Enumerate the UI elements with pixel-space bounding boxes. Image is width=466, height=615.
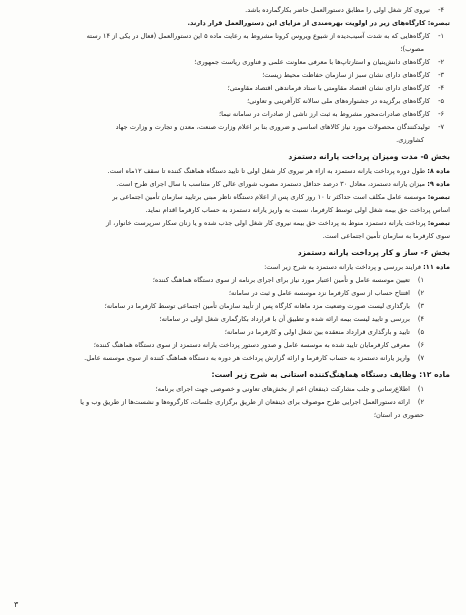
article-label: ماده ۹: [427, 180, 450, 188]
article-label: تبصره: [427, 193, 450, 201]
text-line [12, 287, 450, 300]
line-text: تعیین موسسه عامل و تأمین اعتبار مورد نیاز برای اجرای برنامه از سوی دستگاه هماهنگ کننده؛ [152, 276, 410, 284]
line-text: ارائه دستورالعمل اجرایی طرح موصوف برای ذینفعان از طریق برگزاری جلسات، کارگروه‌ها و نشست‌ها از طریق وب و یا [80, 398, 410, 406]
text-line [12, 396, 450, 409]
item-number: ۱) [417, 276, 424, 284]
line-text: موسسه عامل مکلف است حداکثر تا ۱۰ روز کاری پس از اعلام دستگاه ناظر مبنی برتایید سازمان تأمین اجتماعی بر [112, 193, 428, 201]
text-line [12, 178, 450, 191]
article-label: ماده ۱۱: [423, 263, 450, 271]
text-line [12, 300, 450, 313]
line-text: کارگاه‌های دانش‌بنیان و استارتاپ‌ها با معرفی معاونت علمی و فناوری ریاست جمهوری؛ [194, 58, 430, 66]
section-heading [12, 149, 450, 165]
line-text: مصوب)؛ [400, 45, 424, 53]
line-text: کارگاه‌هایی که به شدت آسیب‌دیده از شیوع ویروس کرونا مشروط به رعایت ماده ۵ این دستورالعمل (فعال در یکی از ۱۴ رسته [86, 32, 430, 40]
item-number: ۶- [438, 110, 444, 118]
line-text: کارگاه‌های زیر در اولویت بهره‌مندی از مزایای این دستورالعمل قرار دارند. [187, 19, 428, 27]
item-number: ۵- [438, 97, 444, 105]
line-text: معرفی کارفرمایان تایید شده به موسسه عامل و صدور دستور پرداخت یارانه دستمزد از سوی دستگاه هماهنگ کننده؛ [93, 341, 410, 349]
line-text: نیروی کار شغل اولی را مطابق دستورالعمل حاضر بکارگمارده باشد. [245, 6, 430, 14]
item-number: ۲) [417, 289, 424, 297]
line-text: کارگاه‌های صادرات‌محور مشروط به ثبت ارز ناشی از صادرات در سامانه نیما؛ [219, 110, 430, 118]
text-line [12, 134, 450, 147]
item-number: ۲- [438, 58, 444, 66]
line-text: میزان یارانه دستمزد، معادل ۳۰ درصد حداقل دستمزد مصوب شورای عالی کار متناسب با سال اجرای طرح است. [116, 180, 428, 188]
section-heading [12, 367, 450, 383]
text-line [12, 121, 450, 134]
line-text: ماده ۱۲: وظایف دستگاه هماهنگ‌کننده استانی به شرح زیر است: [211, 370, 450, 379]
text-line [12, 274, 450, 287]
line-text: پرداخت یارانه دستمزد منوط به پرداخت حق بیمه نیروی کار شغل اولی جذب شده و یا زنان سکار سرپرست خانوار، از [105, 219, 428, 227]
article-label: ماده ۸: [427, 167, 450, 175]
text-line [12, 4, 450, 17]
item-number: ۴- [438, 6, 444, 14]
item-number: ۴) [417, 315, 424, 323]
item-number: ۷- [438, 123, 444, 131]
text-line [12, 95, 450, 108]
line-text: کارگاه‌های دارای نشان سبز از سازمان حفاظت محیط زیست؛ [262, 71, 430, 79]
text-line [12, 383, 450, 396]
text-line [12, 165, 450, 178]
line-text: بخش ۶- ساز و کار پرداخت یارانه دستمزد [297, 248, 450, 257]
item-number: ۷) [417, 354, 424, 362]
text-line [12, 82, 450, 95]
line-text: واریز یارانه دستمزد به حساب کارفرما و ارائه گزارش پرداخت هر دوره به دستگاه هماهنگ کننده از سوی موسسه عامل. [84, 354, 410, 362]
text-line [12, 230, 450, 243]
text-line [12, 56, 450, 69]
line-text: کارگاه‌های دارای نشان اقتصاد مقاومتی با ستاد فرماندهی اقتصاد مقاومتی؛ [227, 84, 430, 92]
text-line [12, 17, 450, 30]
item-number: ۲) [417, 398, 424, 406]
text-line [12, 191, 450, 204]
line-text: اساس پرداخت حق بیمه شغل اولی توسط کارفرما، نسبت به واریز یارانه دستمزد به حساب کارفرما اقدام نماید. [145, 206, 450, 214]
text-line [12, 339, 450, 352]
line-text: تولیدکنندگان محصولات مورد نیاز کالاهای اساسی و ضروری بنا بر اعلام وزارت صنعت، معدن و تجارت و وزارت جهاد [115, 123, 430, 131]
item-number: ۴- [438, 84, 444, 92]
page-number: ۳ [14, 600, 19, 609]
text-line [12, 108, 450, 121]
text-line [12, 43, 450, 56]
line-text: تایید و بارگذاری قرارداد منعقده بین شغل اولی و کارفرما در سامانه؛ [224, 328, 410, 336]
text-line [12, 30, 450, 43]
article-label: تبصره: [427, 219, 450, 227]
item-number: ۳- [438, 71, 444, 79]
line-text: فرایند بررسی و پرداخت یارانه دستمزد به شرح زیر است: [264, 263, 424, 271]
line-text: بررسی و تایید لیست بیمه ارائه شده و تطبیق آن با قرارداد بکارگماری شغل اولی در سامانه؛ [159, 315, 410, 323]
text-line [12, 217, 450, 230]
text-line [12, 261, 450, 274]
text-line [12, 204, 450, 217]
text-line [12, 352, 450, 365]
section-heading [12, 245, 450, 261]
line-text: اطلاع‌رسانی و جلب مشارکت ذینفعان اعم از بخش‌های تعاونی و خصوصی جهت اجرای برنامه؛ [155, 385, 410, 393]
line-text: کارگاه‌های برگزیده در جشنواره‌های ملی سالانه کارآفرینی و تعاونی؛ [247, 97, 430, 105]
text-line [12, 313, 450, 326]
text-line [12, 326, 450, 339]
line-text: حضوری در استان؛ [373, 411, 424, 419]
item-number: ۳) [417, 302, 424, 310]
text-line [12, 409, 450, 422]
line-text: کشاورزی. [396, 136, 424, 144]
item-number: ۱- [438, 32, 444, 40]
item-number: ۱) [417, 385, 424, 393]
text-line [12, 69, 450, 82]
line-text: بخش ۵- مدت ومیزان پرداخت یارانه دستمزد [288, 152, 450, 161]
line-text: طول دوره پرداخت یارانه دستمزد به ازاء هر نیروی کار شغل اولی تا تایید دستگاه هماهنگ کننده تا سقف ۱۲ماه است. [107, 167, 428, 175]
item-number: ۵) [417, 328, 424, 336]
line-text: سوی کارفرما به سازمان تأمین اجتماعی است. [322, 232, 450, 240]
document-body [12, 4, 450, 422]
line-text: افتتاح حساب از سوی کارفرما نزد موسسه عامل و ثبت در سامانه؛ [228, 289, 410, 297]
article-label: تبصره: [427, 19, 450, 27]
line-text: بارگذاری لیست صورت وضعیت مزد ماهانه کارگاه پس از تأیید سازمان تأمین اجتماعی توسط کارفرما در سامانه؛ [104, 302, 410, 310]
item-number: ۶) [417, 341, 424, 349]
